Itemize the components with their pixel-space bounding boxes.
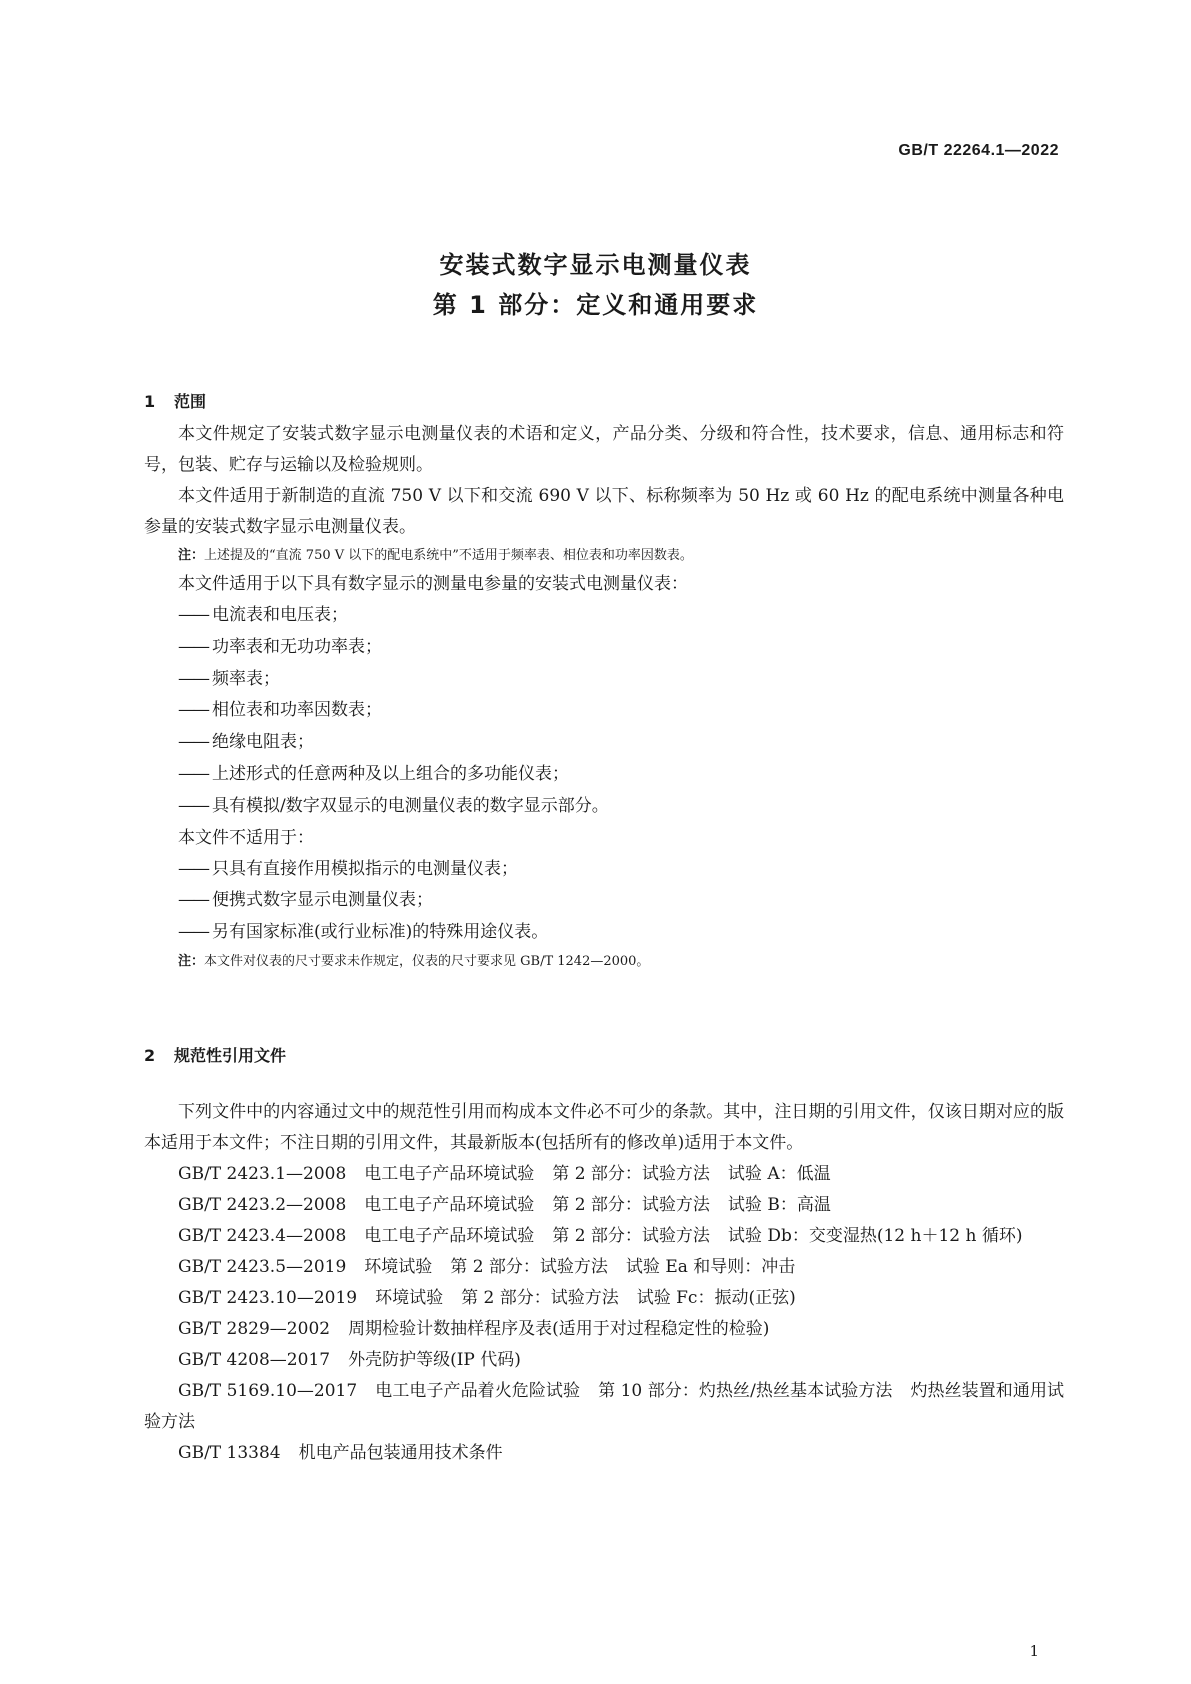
list-item: —— 只具有直接作用模拟指示的电测量仪表； (178, 854, 1064, 886)
reference-title: 环境试验 (375, 1288, 444, 1308)
reference-test: 试验 Db：交变湿热(12 h＋12 h 循环) (727, 1226, 1023, 1246)
reference-code: GB/T 5169.10—2017 (178, 1381, 358, 1401)
scope-paragraph-3: 本文件适用于以下具有数字显示的测量电参量的安装式电测量仪表： (178, 574, 688, 594)
list-item: —— 频率表； (178, 664, 1064, 696)
section-1-heading (144, 389, 206, 412)
scope-note-1 (178, 543, 1064, 569)
section-2-heading (144, 1043, 286, 1066)
reference-title: 电工电子产品环境试验 (364, 1195, 535, 1215)
reference-code: GB/T 2423.10—2019 (178, 1288, 358, 1308)
reference-title: 电工电子产品环境试验 (364, 1226, 535, 1246)
reference-code: GB/T 2423.4—2008 (178, 1226, 347, 1246)
section-2-number: 2 (144, 1046, 156, 1065)
reference-item (144, 1190, 1064, 1221)
list-item: —— 便携式数字显示电测量仪表； (178, 885, 1064, 917)
reference-code: GB/T 13384 (178, 1443, 281, 1463)
reference-title: 外壳防护等级(IP 代码) (348, 1350, 521, 1370)
section-2-body (144, 1097, 1064, 1469)
reference-test: 试验 Ea 和导则：冲击 (625, 1257, 796, 1277)
reference-code: GB/T 2829—2002 (178, 1319, 331, 1339)
reference-title: 机电产品包装通用技术条件 (298, 1443, 503, 1463)
reference-item (144, 1438, 1064, 1469)
reference-code: GB/T 4208—2017 (178, 1350, 331, 1370)
reference-test: 灼热丝装置和通用试验方法 (144, 1381, 1065, 1432)
references-intro: 下列文件中的内容通过文中的规范性引用而构成本文件必不可少的条款。其中，注日期的引用文件，仅该日期对应的版本适用于本文件；不注日期的引用文件，其最新版本(包括所有的修改单)适用于本文件。 (144, 1102, 1064, 1153)
list-item: —— 电流表和电压表； (178, 600, 1064, 632)
list-item: —— 绝缘电阻表； (178, 727, 1064, 759)
list-item: —— 上述形式的任意两种及以上组合的多功能仪表； (178, 759, 1064, 791)
section-2-title: 规范性引用文件 (174, 1046, 287, 1065)
reference-code: GB/T 2423.2—2008 (178, 1195, 347, 1215)
reference-code: GB/T 2423.1—2008 (178, 1164, 347, 1184)
reference-title: 电工电子产品环境试验 (364, 1164, 535, 1184)
note-label: 注： (178, 548, 205, 563)
reference-title: 周期检验计数抽样程序及表(适用于对过程稳定性的检验) (348, 1319, 770, 1339)
section-1-number: 1 (144, 392, 156, 411)
section-1-title: 范围 (174, 392, 207, 411)
reference-item (144, 1345, 1064, 1376)
reference-part: 第 2 部分：试验方法 (461, 1288, 619, 1308)
page-number: 1 (1029, 1642, 1039, 1660)
reference-part: 第 2 部分：试验方法 (552, 1226, 710, 1246)
list-item: —— 功率表和无功功率表； (178, 632, 1064, 664)
reference-test: 试验 A：低温 (727, 1164, 831, 1184)
reference-part: 第 10 部分：灼热丝/热丝基本试验方法 (598, 1381, 893, 1401)
reference-item (144, 1221, 1064, 1252)
scope-paragraph-1: 本文件规定了安装式数字显示电测量仪表的术语和定义，产品分类、分级和符合性，技术要求，信息、通用标志和符号，包装、贮存与运输以及检验规则。 (144, 424, 1064, 475)
reference-code: GB/T 2423.5—2019 (178, 1257, 347, 1277)
references-list (144, 1159, 1064, 1469)
note-label: 注： (178, 953, 205, 969)
reference-title: 环境试验 (364, 1257, 433, 1277)
standard-number: GB/T 22264.1—2022 (898, 142, 1059, 159)
reference-item (144, 1376, 1064, 1438)
reference-item (144, 1159, 1064, 1190)
reference-item (144, 1314, 1064, 1345)
list-item: —— 另有国家标准(或行业标准)的特殊用途仪表。 (178, 917, 1064, 949)
reference-test: 试验 B：高温 (727, 1195, 831, 1215)
scope-paragraph-4: 本文件不适用于： (178, 827, 314, 848)
scope-note-2 (178, 949, 1064, 975)
document-title-line2: 第 1 部分：定义和通用要求 (432, 291, 759, 319)
reference-part: 第 2 部分：试验方法 (552, 1195, 710, 1215)
reference-test: 试验 Fc：振动(正弦) (636, 1288, 796, 1308)
scope-paragraph-2: 本文件适用于新制造的直流 750 V 以下和交流 690 V 以下、标称频率为 50 Hz 或 60 Hz 的配电系统中测量各种电参量的安装式数字显示电测量仪表。 (144, 486, 1064, 537)
reference-title: 电工电子产品着火危险试验 (375, 1381, 581, 1401)
document-title-line1: 安装式数字显示电测量仪表 (439, 251, 752, 279)
note-text: 本文件对仪表的尺寸要求未作规定，仪表的尺寸要求见 GB/T 1242—2000。 (204, 953, 650, 969)
reference-part: 第 2 部分：试验方法 (450, 1257, 608, 1277)
reference-item (144, 1283, 1064, 1314)
reference-item (144, 1252, 1064, 1283)
list-item: —— 具有模拟/数字双显示的电测量仪表的数字显示部分。 (178, 791, 1064, 823)
note-text: 上述提及的“直流 750 V 以下的配电系统中”不适用于频率表、相位表和功率因数表。 (204, 548, 693, 563)
list-item: —— 相位表和功率因数表； (178, 695, 1064, 727)
section-1-body (144, 419, 1064, 975)
reference-part: 第 2 部分：试验方法 (552, 1164, 710, 1184)
